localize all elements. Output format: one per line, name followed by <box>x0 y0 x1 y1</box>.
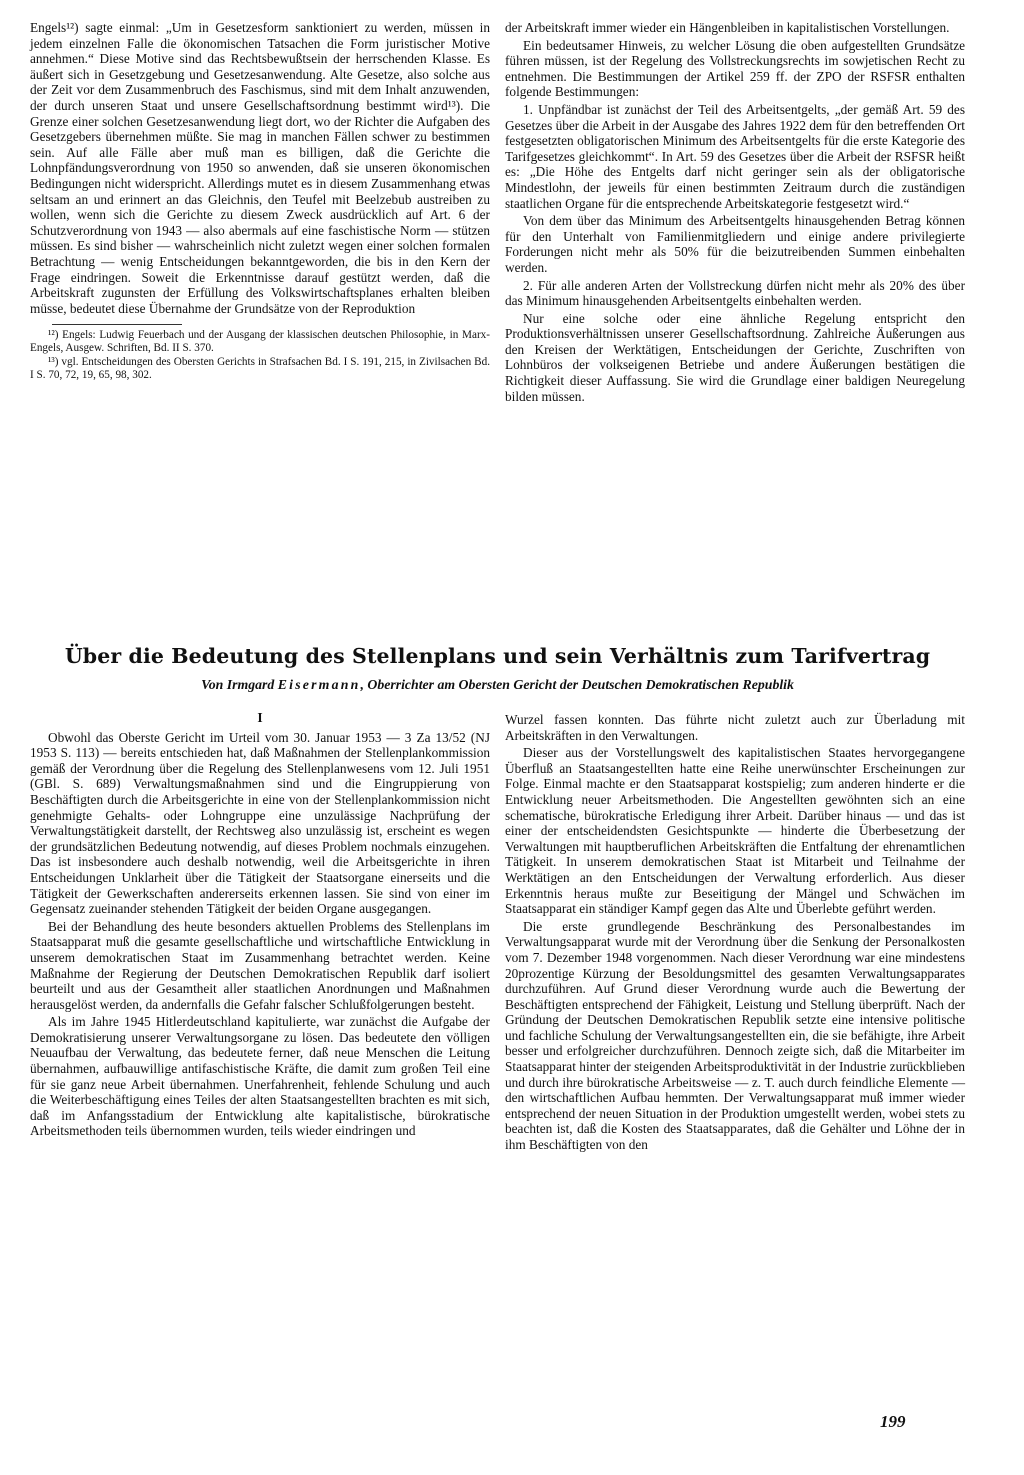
paragraph: Die erste grundlegende Beschränkung des Personalbestandes im Verwaltungsapparat wurde mit der Verordnung über die Senkung der Personalkosten vom 7. Dezember 1948 vorgenommen. Nach dieser Verordnung war eine mindestens 20prozentige Kürzung der Besoldungsmittel des gesamten Verwaltungsapparates durchzuführen. Auf Grund dieser Verordnung wurde auch die Bewertung der Beschäftigten entsprechend der Fähigkeit, Leistung und Stellung überprüft. Nach der Gründung der Deutschen Demokratischen Republik setzte eine intensive politische und fachliche Schulung der Verwaltungsangestellten ein, die sie befähigte, ihre Arbeit besser und erfolgreicher durchzuführen. Dennoch zeigte sich, daß die Mitarbeiter im Staatsapparat hinter der steigenden Arbeitsproduktivität in der Industrie zurückblieben und durch ihre bürokratische Arbeitsweise — z. T. auch durch feindliche Elemente — den wirtschaftlichen Aufbau hemmten. Der Verwaltungsapparat muß immer wieder entsprechend der neuen Situation in der Produktion umgestellt werden, wobei stets zu beachten ist, daß die Kosten des Staatsapparates, daß die Gehälter und Löhne der in ihm Beschäftigten von den <box>505 918 965 1153</box>
section-number: I <box>257 710 263 725</box>
top-left-column <box>30 20 490 383</box>
paragraph: der Arbeitskraft immer wieder ein Hängenbleiben in kapitalistischen Vorstellungen. <box>505 20 950 35</box>
top-right-column <box>505 20 965 406</box>
list-item: 1. Unpfändbar ist zunächst der Teil des Arbeitsentgelts, „der gemäß Art. 59 des Gesetzes über die Arbeit in der Ausgabe des Jahres 1922 dem für den betreffenden Ort festgesetzten obligatorischen Minimum des Arbeitsentgelts für die erste Kategorie des Tarifgesetzes gleichkommt“. In Art. 59 des Gesetzes über die Arbeit der RSFSR heißt es: „Die Höhe des Entgelts darf nicht geringer sein als der obligatorische Mindestlohn, der jeweils für einen bestimmten Zeitraum durch die zuständigen staatlichen Organe für die entsprechende Arbeitskategorie festgesetzt wird.“ <box>505 101 965 211</box>
article-byline <box>30 677 965 693</box>
paragraph: Dieser aus der Vorstellungswelt des kapitalistischen Staates hervorgegangene Überfluß an Staatsangestellten hatte eine Reihe unerwünschter Erscheinungen zur Folge. Einmal machte er den Staatsapparat kostspielig; zum anderen hinderte er die Entwicklung neuer Arbeitsmethoden. Die Angestellten gewöhnten sich an eine schematische, bürokratische Erledigung ihrer Arbeit. Darüber hinaus — und das ist einer der entscheidendsten Gesichtspunkte — hinderte die Überbesetzung der Verwaltungen mit hauptberuflichen Arbeitskräften die Entfaltung der ehrenamtlichen Tätigkeit. In unserem demokratischen Staat ist Mitarbeit und Teilnahme der Werktätigen an den Entscheidungen der Verwaltung erforderlich. Aus dieser Erkenntnis heraus mußte zur Beseitigung der Mängel und Schwächen im Staatsapparat ein ständiger Kampf gegen das Alte und Überlebte geführt werden. <box>505 745 965 917</box>
bottom-right-column <box>505 712 965 1155</box>
paragraph: Nur eine solche oder eine ähnliche Regelung entspricht den Produktionsverhältnissen unserer Gesellschaftsordnung. Zahlreiche Äußerungen aus den Kreisen der Werktätigen, Entscheidungen der Gerichte, Zuschriften von Lohnbüros der volkseigenen Betriebe und andere Äußerungen bestätigen die Richtigkeit dieser Auffassung. Sie wird die Grundlage einer baldigen Neuregelung bilden müssen. <box>505 310 965 404</box>
footnote-13: ¹³) vgl. Entscheidungen des Obersten Gerichts in Strafsachen Bd. I S. 191, 215, in Zivilsachen Bd. I S. 70, 72, 19, 65, 98, 302. <box>30 356 490 382</box>
byline-prefix: Von Irmgard <box>201 677 275 692</box>
paragraph: Obwohl das Oberste Gericht im Urteil vom 30. Januar 1953 — 3 Za 13/52 (NJ 1953 S. 113) — bereits entschieden hat, daß Maßnahmen der Stellenplankommission gemäß der Verordnung über die Regelung des Stellenplanwesens vom 12. Juli 1951 (GBl. S. 689) Verwaltungsmaßnahmen sind und die Eingruppierung von Beschäftigten durch die Arbeitsgerichte in eine von der Stellenplankommission nicht genehmigte Gehalts- oder Lohngruppe eine unzulässige Nachprüfung der Verwaltungstätigkeit darstellt, der Rechtsweg also unzulässig ist, erscheint es wegen der grundsätzlichen Bedeutung notwendig, auf dieses Problem nochmals einzugehen. Das ist insbesondere auch deshalb notwendig, weil die Arbeitsgerichte in ihren Entscheidungen Unklarheit über die Tätigkeit der Staatsorgane einerseits und die Tätigkeit der Gewerkschaften andererseits erkennen lassen. Sie sind von einer im Gegensatz zueinander stehenden Tätigkeit der beiden Organe ausgegangen. <box>30 729 490 917</box>
byline-author: Eisermann <box>277 677 361 692</box>
article-title: Über die Bedeutung des Stellenplans und sein Verhältnis zum Tarifvertrag <box>64 644 931 668</box>
paragraph: Bei der Behandlung des heute besonders aktuellen Problems des Stellenplans im Staatsapparat muß die gesamte gesellschaftliche und wirtschaftliche Entwicklung in unserem demokratischen Staat im Zusammenhang betrachtet werden. Keine Maßnahme der Regierung der Deutschen Demokratischen Republik darf isoliert beurteilt und aus der Gesamtheit aller staatlichen Anordnungen und Maßnahmen herausgelöst werden, da andernfalls die Gefahr falscher Schlußfolgerungen besteht. <box>30 918 490 1012</box>
paragraph: Als im Jahre 1945 Hitlerdeutschland kapitulierte, war zunächst die Aufgabe der Demokratisierung unserer Verwaltungsorgane zu lösen. Das bedeutete den völligen Neuaufbau der Verwaltung, das bedeutete ferner, daß neue Menschen die Leitung übernahmen, aufbauwillige antifaschistische Kräfte, die damit zum großen Teil eine für sie ganz neue Arbeit übernahmen. Unerfahrenheit, fehlende Schulung und auch die Weiterbeschäftigung eines Teiles der alten Staatsangestellten brachten es mit sich, daß im Anfangsstadium der Entwicklung alte kapitalistische, bürokratische Arbeitsmethoden teils übernommen wurden, teils wieder eindringen und <box>30 1014 490 1139</box>
byline-suffix: , Oberrichter am Obersten Gericht der Deutschen Demokratischen Republik <box>360 677 794 692</box>
bottom-left-column <box>30 710 490 1141</box>
paragraph: Wurzel fassen konnten. Das führte nicht zuletzt auch zur Überladung mit Arbeitskräften in den Verwaltungen. <box>505 712 965 743</box>
footnote-divider <box>52 324 182 325</box>
list-item: 2. Für alle anderen Arten der Vollstreckung dürfen nicht mehr als 20% des über das Minimum hinausgehenden Arbeitsentgelts einbehalten werden. <box>505 277 965 309</box>
footnote-12: ¹²) Engels: Ludwig Feuerbach und der Ausgang der klassischen deutschen Philosophie, in Marx-Engels, Ausgew. Schriften, Bd. II S. 370. <box>30 329 490 355</box>
paragraph: Ein bedeutsamer Hinweis, zu welcher Lösung die oben aufgestellten Grundsätze führen müssen, ist der Regelung des Vollstreckungsrechts im sowjetischen Recht zu entnehmen. Die Bestimmungen der Artikel 259 ff. der ZPO der RSFSR enthalten folgende Bestimmungen: <box>505 37 965 100</box>
page-number: 199 <box>880 1412 906 1431</box>
footnotes <box>30 329 490 382</box>
paragraph: Von dem über das Minimum des Arbeitsentgelts hinausgehenden Betrag können für den Unterhalt von Familienmitgliedern und einige andere privilegierte Forderungen nicht mehr als 50% für die beizutreibenden Summen einbehalten werden. <box>505 213 965 275</box>
paragraph: Engels¹²) sagte einmal: „Um in Gesetzesform sanktioniert zu werden, müssen in jedem einzelnen Falle die ökonomischen Tatsachen die Form juristischer Motive annehmen.“ Diese Motive sind das Rechtsbewußtsein der herrschenden Klasse. Es äußert sich in Gesetzgebung und Gesetzesanwendung. Alte Gesetze, also solche aus der Zeit vor dem Zusammenbruch des Faschismus, sind mit dem Inhalt anzuwenden, der durch unseren Staat und unsere Gesellschaftsordnung bestimmt wird¹³). Die Grenze einer solchen Gesetzesanwendung liegt dort, wo der Richter die Aufgaben des Gesetzgebers übernehmen müßte. Sie mag in manchen Fällen schwer zu bestimmen sein. Auf alle Fälle aber muß man es billigen, daß die Gerichte die Lohnpfändungsverordnung von 1950 so anwenden, daß sie unseren ökonomischen Bedingungen nicht widerspricht. Allerdings mutet es in diesem Zusammenhang etwas seltsam an und erinnert an das Gleichnis, den Teufel mit Beelzebub austreiben zu wollen, wenn sich die Gerichte zu diesem Zweck ausdrücklich auf Art. 6 der Schutzverordnung von 1943 — also abermals auf eine faschistische Norm — stützen müssen. Es sind bisher — wahrscheinlich nicht zuletzt wegen einer solchen formalen Betrachtung — wenig Entscheidungen bekanntgeworden, die bis in den Kern der Frage eindringen. Soweit die Erkenntnisse darauf gestützt werden, daß die Arbeitskraft zugunsten der Erfüllung des Volkswirtschaftsplanes erhalten bleiben müsse, bedeutet diese Übernahme der Grundsätze von der Reproduktion <box>30 20 490 316</box>
